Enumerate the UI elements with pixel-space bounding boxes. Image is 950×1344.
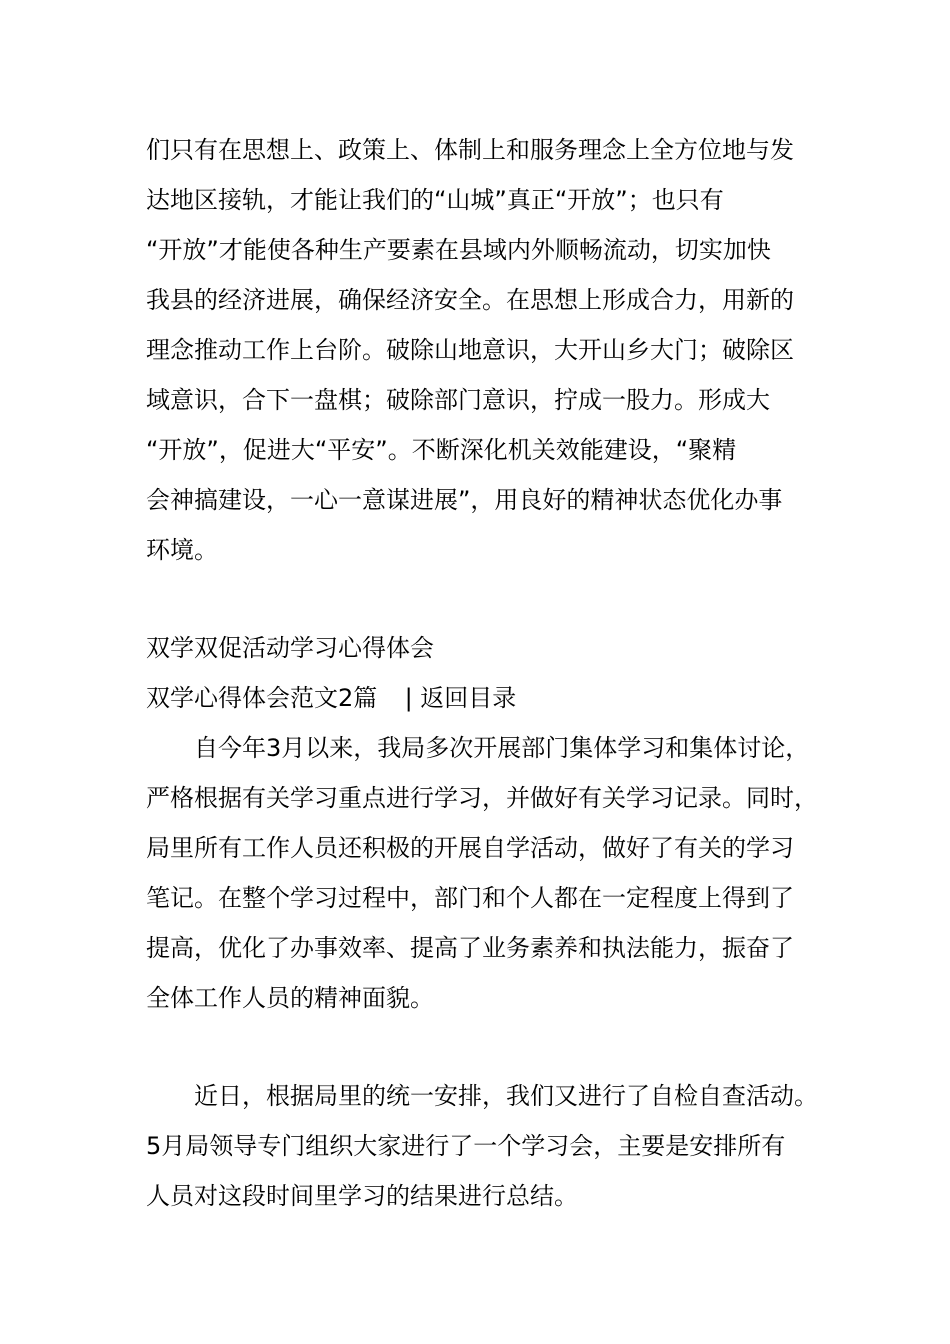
text-line: 近日，根据局里的统一安排，我们又进行了自检自查活动。: [194, 1082, 818, 1110]
text-line: 理念推动工作上台阶。破除山地意识，大开山乡大门；破除区: [146, 336, 794, 364]
text-line: 提高，优化了办事效率、提高了业务素养和执法能力，振奋了: [146, 934, 794, 962]
text-line: 环境。: [146, 536, 218, 564]
text-line: 全体工作人员的精神面貌。: [146, 984, 434, 1012]
section-subtitle: 双学心得体会范文2篇: [146, 684, 378, 712]
text-line: “开放”，促进大“平安”。不断深化机关效能建设，“聚精: [146, 436, 737, 464]
text-line: 局里所有工作人员还积极的开展自学活动，做好了有关的学习: [146, 834, 794, 862]
text-line: 自今年3月以来，我局多次开展部门集体学习和集体讨论，: [194, 734, 810, 762]
text-line: “开放”才能使各种生产要素在县域内外顺畅流动，切实加快: [146, 236, 771, 264]
section-title: 双学双促活动学习心得体会: [146, 634, 434, 662]
text-line: 域意识，合下一盘棋；破除部门意识，拧成一股力。形成大: [146, 386, 770, 414]
text-line: 我县的经济进展，确保经济安全。在思想上形成合力，用新的: [146, 286, 794, 314]
text-line: 严格根据有关学习重点进行学习，并做好有关学习记录。同时，: [146, 784, 818, 812]
text-line: 人员对这段时间里学习的结果进行总结。: [146, 1182, 578, 1210]
separator: |: [404, 684, 413, 712]
section-subtitle-row: [146, 682, 516, 714]
text-line: 们只有在思想上、政策上、体制上和服务理念上全方位地与发: [146, 136, 794, 164]
text-line: 笔记。在整个学习过程中，部门和个人都在一定程度上得到了: [146, 884, 794, 912]
back-to-toc-link[interactable]: 返回目录: [420, 684, 517, 712]
text-line: 达地区接轨，才能让我们的“山城”真正“开放”；也只有: [146, 186, 724, 214]
text-line: 会神搞建设，一心一意谋进展”，用良好的精神状态优化办事: [146, 486, 783, 514]
text-line: 5月局领导专门组织大家进行了一个学习会，主要是安排所有: [146, 1132, 786, 1160]
